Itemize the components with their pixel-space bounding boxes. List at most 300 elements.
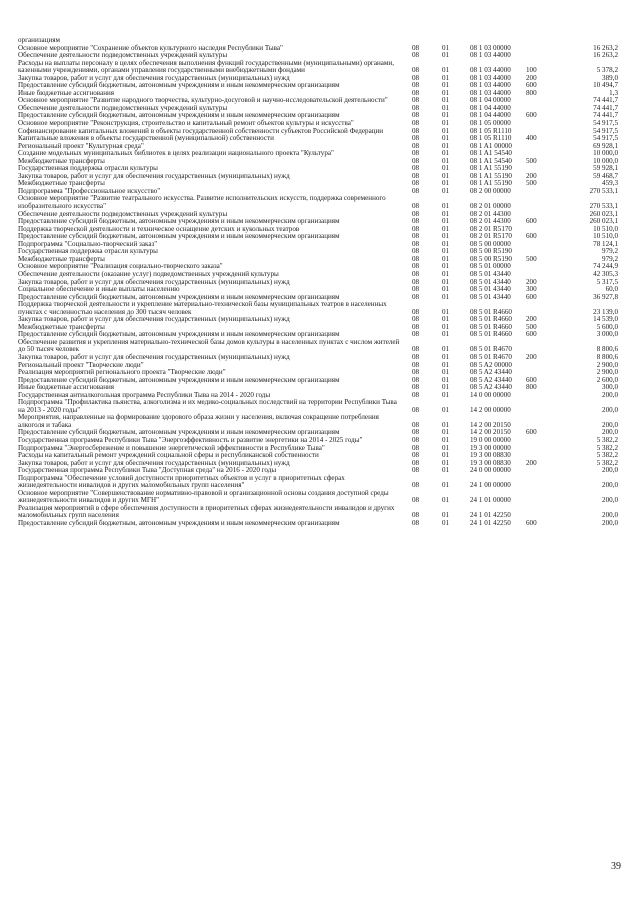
row-expense-type: 200 (526, 315, 537, 324)
row-amount: 5 317,5 (596, 277, 618, 286)
row-section: 08 (412, 368, 420, 377)
row-name: Подпрограмма "Профилактика пьянства, алкоголизма и их медико-социальных последствий на территории Республики Тыва на 2013 - 2020 годы" (18, 398, 397, 414)
row-subsection: 01 (442, 179, 450, 188)
row-subsection: 01 (442, 96, 450, 105)
row-target-code: 08 1 04 44000 (470, 103, 511, 112)
row-subsection: 01 (442, 435, 450, 444)
page-number: 39 (611, 861, 621, 872)
row-name: Обеспечение деятельности (оказание услуг) подведомственных учреждений культуры (18, 269, 279, 278)
row-name: Обеспечение деятельности подведомственных учреждений культуры (18, 209, 228, 218)
row-target-code: 14 2 00 00000 (470, 405, 511, 414)
row-target-code: 08 5 A2 00000 (470, 360, 512, 369)
row-section: 08 (412, 149, 420, 158)
row-section: 08 (412, 435, 420, 444)
row-target-code: 14 0 00 00000 (470, 390, 511, 399)
row-subsection: 01 (442, 420, 450, 429)
row-expense-type: 100 (526, 66, 537, 75)
row-target-code: 08 5 01 R4660 (470, 307, 512, 316)
row-target-code: 08 1 03 44000 (470, 81, 511, 90)
row-target-code: 08 5 01 43440 (470, 292, 511, 301)
row-section: 08 (412, 307, 420, 316)
row-amount: 74 244,9 (593, 262, 618, 271)
row-target-code: 08 5 01 R4670 (470, 345, 512, 354)
row-name: Поддержка творческой деятельности и укрепление материально-технической базы муниципальных театров в населенных пунктах с численностью населения до 300 тысяч человек (18, 300, 387, 316)
row-target-code: 08 5 00 R5190 (470, 247, 512, 256)
row-name: Подпрограмма "Социально-творческий заказ" (18, 239, 158, 248)
row-section: 08 (412, 111, 420, 120)
row-subsection: 01 (442, 88, 450, 97)
table-row (18, 339, 618, 354)
row-subsection: 01 (442, 496, 450, 505)
row-section: 08 (412, 96, 420, 105)
row-target-code: 08 1 A1 54540 (470, 156, 512, 165)
row-name: Обеспечение деятельности подведомственных учреждений культуры (18, 103, 228, 112)
row-name: Предоставление субсидий бюджетным, автономным учреждениям и иным некоммерческим организациям (18, 232, 340, 241)
row-amount: 59 928,1 (593, 164, 618, 173)
row-expense-type: 500 (526, 254, 537, 263)
row-amount: 200,0 (602, 511, 618, 520)
row-section: 08 (412, 66, 420, 75)
row-expense-type: 600 (526, 217, 537, 226)
row-expense-type: 600 (526, 330, 537, 339)
row-amount: 5 378,2 (596, 66, 618, 75)
row-section: 08 (412, 277, 420, 286)
row-expense-type: 300 (526, 285, 537, 294)
row-name: Межбюджетные трансферты (18, 254, 105, 263)
row-section: 08 (412, 224, 420, 233)
row-expense-type: 200 (526, 73, 537, 82)
row-subsection: 01 (442, 345, 450, 354)
row-target-code: 08 2 01 44300 (470, 209, 511, 218)
row-subsection: 01 (442, 73, 450, 82)
row-name: Межбюджетные трансферты (18, 156, 105, 165)
row-amount: 260 023,1 (589, 217, 618, 226)
row-name: Региональный проект "Творческие люди" (18, 360, 144, 369)
row-amount: 74 441,7 (593, 103, 618, 112)
row-name: Предоставление субсидий бюджетным, автономным учреждениям и иным некоммерческим организациям (18, 519, 340, 527)
row-section: 08 (412, 322, 420, 331)
row-amount: 200,0 (602, 481, 618, 490)
row-section: 08 (412, 269, 420, 278)
row-amount: 5 382,2 (596, 443, 618, 452)
row-target-code: 08 1 A1 55190 (470, 164, 512, 173)
row-expense-type: 600 (526, 292, 537, 301)
row-section: 08 (412, 345, 420, 354)
row-subsection: 01 (442, 134, 450, 143)
row-name: Основное мероприятие "Развитие народного творчества, культурно-досуговой и научно-исследовательской деятельности" (18, 96, 388, 105)
table-row (18, 301, 618, 316)
row-target-code: 08 1 A1 54540 (470, 149, 512, 158)
row-target-code: 08 5 00 00000 (470, 239, 511, 248)
row-amount: 2 900,0 (596, 360, 618, 369)
row-name: Предоставление субсидий бюджетным, автономным учреждениям и иным некоммерческим организациям (18, 375, 340, 384)
row-name: Реализация мероприятий регионального проекта "Творческие люди" (18, 368, 226, 377)
row-section: 08 (412, 443, 420, 452)
row-name: Софинансирование капитальных вложений в объекты государственной собственности субъектов Российской Федерации (18, 126, 384, 135)
row-target-code: 19 3 00 08830 (470, 458, 511, 467)
row-section: 08 (412, 156, 420, 165)
row-section: 08 (412, 254, 420, 263)
row-subsection: 01 (442, 186, 450, 195)
row-subsection: 01 (442, 390, 450, 399)
row-amount: 2 900,0 (596, 368, 618, 377)
row-amount: 10 510,0 (593, 232, 618, 241)
row-amount: 36 927,8 (593, 292, 618, 301)
row-subsection: 01 (442, 383, 450, 392)
row-amount: 54 917,5 (593, 134, 618, 143)
row-target-code: 24 1 01 00000 (470, 496, 511, 505)
row-section: 08 (412, 209, 420, 218)
row-subsection: 01 (442, 111, 450, 120)
row-name: Создание модельных муниципальных библиотек в целях реализации национального проекта "Культура" (18, 149, 334, 158)
row-amount: 459,3 (602, 179, 618, 188)
row-section: 08 (412, 511, 420, 520)
row-name: Закупка товаров, работ и услуг для обеспечения государственных (муниципальных) нужд (18, 171, 290, 180)
row-target-code: 08 2 01 00000 (470, 202, 511, 211)
row-target-code: 08 1 05 R1110 (470, 126, 512, 135)
row-target-code: 14 2 00 20150 (470, 428, 511, 437)
row-section: 08 (412, 420, 420, 429)
row-subsection: 01 (442, 519, 450, 527)
row-amount: 2 600,0 (596, 375, 618, 384)
row-target-code: 14 2 00 20150 (470, 420, 511, 429)
row-name: Предоставление субсидий бюджетным, автономным учреждениям и иным некоммерческим организациям (18, 81, 340, 90)
row-amount: 23 139,0 (593, 307, 618, 316)
row-section: 08 (412, 360, 420, 369)
row-name: Основное мероприятие "Реконструкция, строительство и капитальный ремонт объектов культуры и искусства" (18, 119, 354, 128)
row-subsection: 01 (442, 126, 450, 135)
row-subsection: 01 (442, 217, 450, 226)
row-amount: 5 600,0 (596, 322, 618, 331)
row-subsection: 01 (442, 405, 450, 414)
row-amount: 10 494,7 (593, 81, 618, 90)
row-section: 08 (412, 51, 420, 60)
row-section: 08 (412, 390, 420, 399)
row-amount: 5 382,2 (596, 435, 618, 444)
row-subsection: 01 (442, 375, 450, 384)
row-expense-type: 800 (526, 88, 537, 97)
row-target-code: 08 1 03 44000 (470, 88, 511, 97)
row-amount: 270 533,1 (589, 186, 618, 195)
row-target-code: 08 1 03 44000 (470, 66, 511, 75)
row-amount: 200,0 (602, 390, 618, 399)
row-expense-type: 600 (526, 81, 537, 90)
row-section: 08 (412, 352, 420, 361)
row-name: Мероприятия, направленные на формирование здорового образа жизни у населения, включая сокращение потребления алкоголя и табака (18, 413, 379, 429)
row-subsection: 01 (442, 285, 450, 294)
row-section: 08 (412, 481, 420, 490)
row-name: Основное мероприятие "Реализация социально-творческого заказа" (18, 262, 223, 271)
row-name: Государственная программа Республики Тыва "Доступная среда" на 2016 - 2020 годы (18, 466, 277, 475)
row-name: Региональный проект "Культурная среда" (18, 141, 144, 150)
row-amount: 200,0 (602, 519, 618, 527)
row-section: 08 (412, 285, 420, 294)
row-section: 08 (412, 330, 420, 339)
row-name: Государственная антиалкогольная программа Республики Тыва на 2014 - 2020 годы (18, 390, 271, 399)
row-target-code: 24 1 01 42250 (470, 511, 511, 520)
row-amount: 10 510,0 (593, 224, 618, 233)
row-amount: 78 124,1 (593, 239, 618, 248)
row-section: 08 (412, 315, 420, 324)
row-target-code: 08 1 03 00000 (470, 43, 511, 52)
row-target-code: 08 1 A1 55190 (470, 179, 512, 188)
row-section: 08 (412, 141, 420, 150)
row-section: 08 (412, 217, 420, 226)
row-name: Иные бюджетные ассигнования (18, 88, 115, 97)
row-subsection: 01 (442, 43, 450, 52)
row-name: Предоставление субсидий бюджетным, автономным учреждениям и иным некоммерческим организациям (18, 111, 340, 120)
row-subsection: 01 (442, 66, 450, 75)
row-name: Обеспечение деятельности подведомственных учреждений культуры (18, 51, 228, 60)
row-section: 08 (412, 383, 420, 392)
row-target-code: 08 5 01 43440 (470, 277, 511, 286)
row-name: Подпрограмма "Обеспечение условий доступности приоритетных объектов и услуг в приоритетных сферах жизнедеятельности инвалидов и других маломобильных групп населения" (18, 473, 345, 490)
row-section: 08 (412, 171, 420, 180)
row-target-code: 08 2 01 R5170 (470, 232, 512, 241)
row-subsection: 01 (442, 315, 450, 324)
row-subsection: 01 (442, 511, 450, 520)
row-target-code: 08 5 01 R4660 (470, 322, 512, 331)
row-name: Иные бюджетные ассигнования (18, 383, 115, 392)
row-target-code: 08 1 03 44000 (470, 73, 511, 82)
row-subsection: 01 (442, 352, 450, 361)
row-target-code: 08 1 A1 00000 (470, 141, 512, 150)
row-amount: 59 468,7 (593, 171, 618, 180)
row-expense-type: 500 (526, 179, 537, 188)
row-section: 08 (412, 186, 420, 195)
row-target-code: 08 2 00 00000 (470, 186, 511, 195)
row-amount: 8 800,6 (596, 352, 618, 361)
row-target-code: 08 5 A2 43440 (470, 375, 512, 384)
row-target-code: 19 3 00 08830 (470, 451, 511, 460)
row-name: Государственная поддержка отрасли культуры (18, 247, 158, 256)
row-subsection: 01 (442, 322, 450, 331)
row-section: 08 (412, 202, 420, 211)
budget-table (18, 37, 618, 528)
row-target-code: 08 5 A2 43440 (470, 383, 512, 392)
row-expense-type: 200 (526, 171, 537, 180)
row-amount: 54 917,5 (593, 119, 618, 128)
row-target-code: 08 5 00 R5190 (470, 254, 512, 263)
row-subsection: 01 (442, 156, 450, 165)
row-name: Закупка товаров, работ и услуг для обеспечения государственных (муниципальных) нужд (18, 458, 290, 467)
row-name: Предоставление субсидий бюджетным, автономным учреждениям и иным некоммерческим организациям (18, 217, 340, 226)
row-amount: 979,2 (602, 254, 618, 263)
table-row (18, 490, 618, 505)
row-section: 08 (412, 428, 420, 437)
table-row (18, 475, 618, 490)
row-target-code: 08 5 A2 43440 (470, 368, 512, 377)
row-amount: 16 263,2 (593, 43, 618, 52)
row-target-code: 19 3 00 00000 (470, 443, 511, 452)
table-row (18, 414, 618, 429)
row-subsection: 01 (442, 103, 450, 112)
row-section: 08 (412, 88, 420, 97)
row-target-code: 08 1 04 44000 (470, 111, 511, 120)
row-amount: 10 000,0 (593, 156, 618, 165)
row-amount: 979,2 (602, 247, 618, 256)
row-name: Закупка товаров, работ и услуг для обеспечения государственных (муниципальных) нужд (18, 352, 290, 361)
row-subsection: 01 (442, 224, 450, 233)
row-name: Государственная программа Республики Тыва "Энергоэффективность и развитие энергетики на 2014 - 2025 годы" (18, 435, 363, 444)
row-subsection: 01 (442, 202, 450, 211)
row-target-code: 24 1 01 42250 (470, 519, 511, 527)
row-subsection: 01 (442, 368, 450, 377)
row-amount: 260 023,1 (589, 209, 618, 218)
row-expense-type: 600 (526, 232, 537, 241)
row-expense-type: 200 (526, 277, 537, 286)
row-name: Поддержка творческой деятельности и техническое оснащение детских и кукольных театров (18, 224, 300, 233)
row-section: 08 (412, 519, 420, 527)
row-amount: 54 917,5 (593, 126, 618, 135)
row-section: 08 (412, 232, 420, 241)
row-amount: 42 305,3 (593, 269, 618, 278)
row-subsection: 01 (442, 254, 450, 263)
row-section: 08 (412, 73, 420, 82)
row-subsection: 01 (442, 481, 450, 490)
row-name: Межбюджетные трансферты (18, 322, 105, 331)
row-amount: 389,0 (602, 73, 618, 82)
row-amount: 200,0 (602, 496, 618, 505)
row-section: 08 (412, 126, 420, 135)
row-expense-type: 200 (526, 352, 537, 361)
row-name: Расходы на капитальный ремонт учреждений социальной сферы и республиканской собственности (18, 451, 319, 460)
row-expense-type: 600 (526, 375, 537, 384)
row-name: Закупка товаров, работ и услуг для обеспечения государственных (муниципальных) нужд (18, 277, 290, 286)
row-subsection: 01 (442, 307, 450, 316)
row-name: Межбюджетные трансферты (18, 179, 105, 188)
row-expense-type: 600 (526, 428, 537, 437)
row-expense-type: 500 (526, 322, 537, 331)
row-subsection: 01 (442, 292, 450, 301)
row-amount: 3 000,0 (596, 330, 618, 339)
row-amount: 74 441,7 (593, 111, 618, 120)
row-name: Реализация мероприятий в сфере обеспечения доступности в приоритетных сферах жизнедеятельности инвалидов и других маломобильных групп населения (18, 503, 395, 520)
row-target-code: 08 1 05 R1110 (470, 134, 512, 143)
row-subsection: 01 (442, 164, 450, 173)
row-name: Основное мероприятие "Совершенствование нормативно-правовой и организационной основы создания доступной среды жизнедеятельности инвалидов и других МГН" (18, 488, 389, 505)
row-amount: 300,0 (602, 383, 618, 392)
row-section: 08 (412, 43, 420, 52)
row-target-code: 08 5 01 43440 (470, 269, 511, 278)
row-subsection: 01 (442, 232, 450, 241)
row-name: Предоставление субсидий бюджетным, автономным учреждениям и иным некоммерческим организациям (18, 292, 340, 301)
row-target-code: 08 5 01 43440 (470, 285, 511, 294)
row-target-code: 24 0 00 00000 (470, 466, 511, 475)
row-target-code: 08 1 A1 55190 (470, 171, 512, 180)
row-target-code: 08 5 01 00000 (470, 262, 511, 271)
row-subsection: 01 (442, 277, 450, 286)
row-section: 08 (412, 179, 420, 188)
row-subsection: 01 (442, 247, 450, 256)
row-name: Закупка товаров, работ и услуг для обеспечения государственных (муниципальных) нужд (18, 315, 290, 324)
row-target-code: 08 2 01 44300 (470, 217, 511, 226)
row-target-code: 08 1 03 44000 (470, 51, 511, 60)
row-amount: 5 382,2 (596, 458, 618, 467)
row-name: Подпрограмма "Энергосбережение и повышение энергетической эффективности в Республике Тыва" (18, 443, 325, 452)
row-expense-type: 400 (526, 134, 537, 143)
table-row (18, 520, 618, 528)
row-subsection: 01 (442, 149, 450, 158)
row-amount: 69 928,1 (593, 141, 618, 150)
row-section: 08 (412, 119, 420, 128)
row-section: 08 (412, 292, 420, 301)
row-subsection: 01 (442, 119, 450, 128)
row-amount: 8 800,6 (596, 345, 618, 354)
row-name: Социальное обеспечение и иные выплаты населению (18, 285, 180, 294)
row-amount: 14 539,0 (593, 315, 618, 324)
row-expense-type: 600 (526, 519, 537, 527)
row-name: Закупка товаров, работ и услуг для обеспечения государственных (муниципальных) нужд (18, 73, 290, 82)
row-amount: 200,0 (602, 466, 618, 475)
row-subsection: 01 (442, 51, 450, 60)
row-section: 08 (412, 247, 420, 256)
row-name: Подпрограмма "Профессиональное искусство" (18, 186, 161, 195)
row-expense-type: 200 (526, 458, 537, 467)
row-name: Государственная поддержка отрасли культуры (18, 164, 158, 173)
row-target-code: 08 1 04 00000 (470, 96, 511, 105)
row-subsection: 01 (442, 458, 450, 467)
row-subsection: 01 (442, 239, 450, 248)
row-amount: 200,0 (602, 428, 618, 437)
row-amount: 200,0 (602, 420, 618, 429)
row-section: 08 (412, 262, 420, 271)
table-row (18, 60, 618, 75)
row-name: Основное мероприятие "Сохранение объектов культурного наследия Республики Тыва" (18, 43, 283, 52)
row-section: 08 (412, 239, 420, 248)
row-section: 08 (412, 103, 420, 112)
row-target-code: 08 2 01 R5170 (470, 224, 512, 233)
row-amount: 74 441,7 (593, 96, 618, 105)
row-name: Основное мероприятие "Развитие театрального искусства. Развитие исполнительских искусств, поддержка современного изобразительного искусства" (18, 194, 386, 211)
row-target-code: 08 1 05 00000 (470, 119, 511, 128)
row-section: 08 (412, 375, 420, 384)
row-amount: 60,0 (605, 285, 618, 294)
row-subsection: 01 (442, 209, 450, 218)
row-subsection: 01 (442, 141, 450, 150)
row-section: 08 (412, 164, 420, 173)
row-amount: 5 382,2 (596, 451, 618, 460)
row-target-code: 08 5 01 R4660 (470, 315, 512, 324)
row-expense-type: 800 (526, 383, 537, 392)
row-name: организациям (18, 36, 61, 44)
row-name: Расходы на выплаты персоналу в целях обеспечения выполнения функций государственными (муниципальными) органами, казенными учреждениями, органами управления государственными внебюджетными фондами (18, 58, 394, 75)
table-row (18, 195, 618, 210)
row-subsection: 01 (442, 443, 450, 452)
row-section: 08 (412, 134, 420, 143)
row-amount: 270 533,1 (589, 202, 618, 211)
row-section: 08 (412, 466, 420, 475)
row-subsection: 01 (442, 81, 450, 90)
row-expense-type: 600 (526, 111, 537, 120)
row-target-code: 08 5 01 R4670 (470, 352, 512, 361)
row-target-code: 24 1 00 00000 (470, 481, 511, 490)
row-subsection: 01 (442, 451, 450, 460)
row-name: Предоставление субсидий бюджетным, автономным учреждениям и иным некоммерческим организациям (18, 428, 340, 437)
row-subsection: 01 (442, 262, 450, 271)
row-section: 08 (412, 405, 420, 414)
row-subsection: 01 (442, 428, 450, 437)
row-name: Предоставление субсидий бюджетным, автономным учреждениям и иным некоммерческим организациям (18, 330, 340, 339)
row-amount: 16 263,2 (593, 51, 618, 60)
row-section: 08 (412, 81, 420, 90)
row-target-code: 19 0 00 00000 (470, 435, 511, 444)
row-amount: 1,3 (609, 88, 618, 97)
row-section: 08 (412, 496, 420, 505)
table-row (18, 399, 618, 414)
row-expense-type: 500 (526, 156, 537, 165)
row-amount: 10 000,0 (593, 149, 618, 158)
